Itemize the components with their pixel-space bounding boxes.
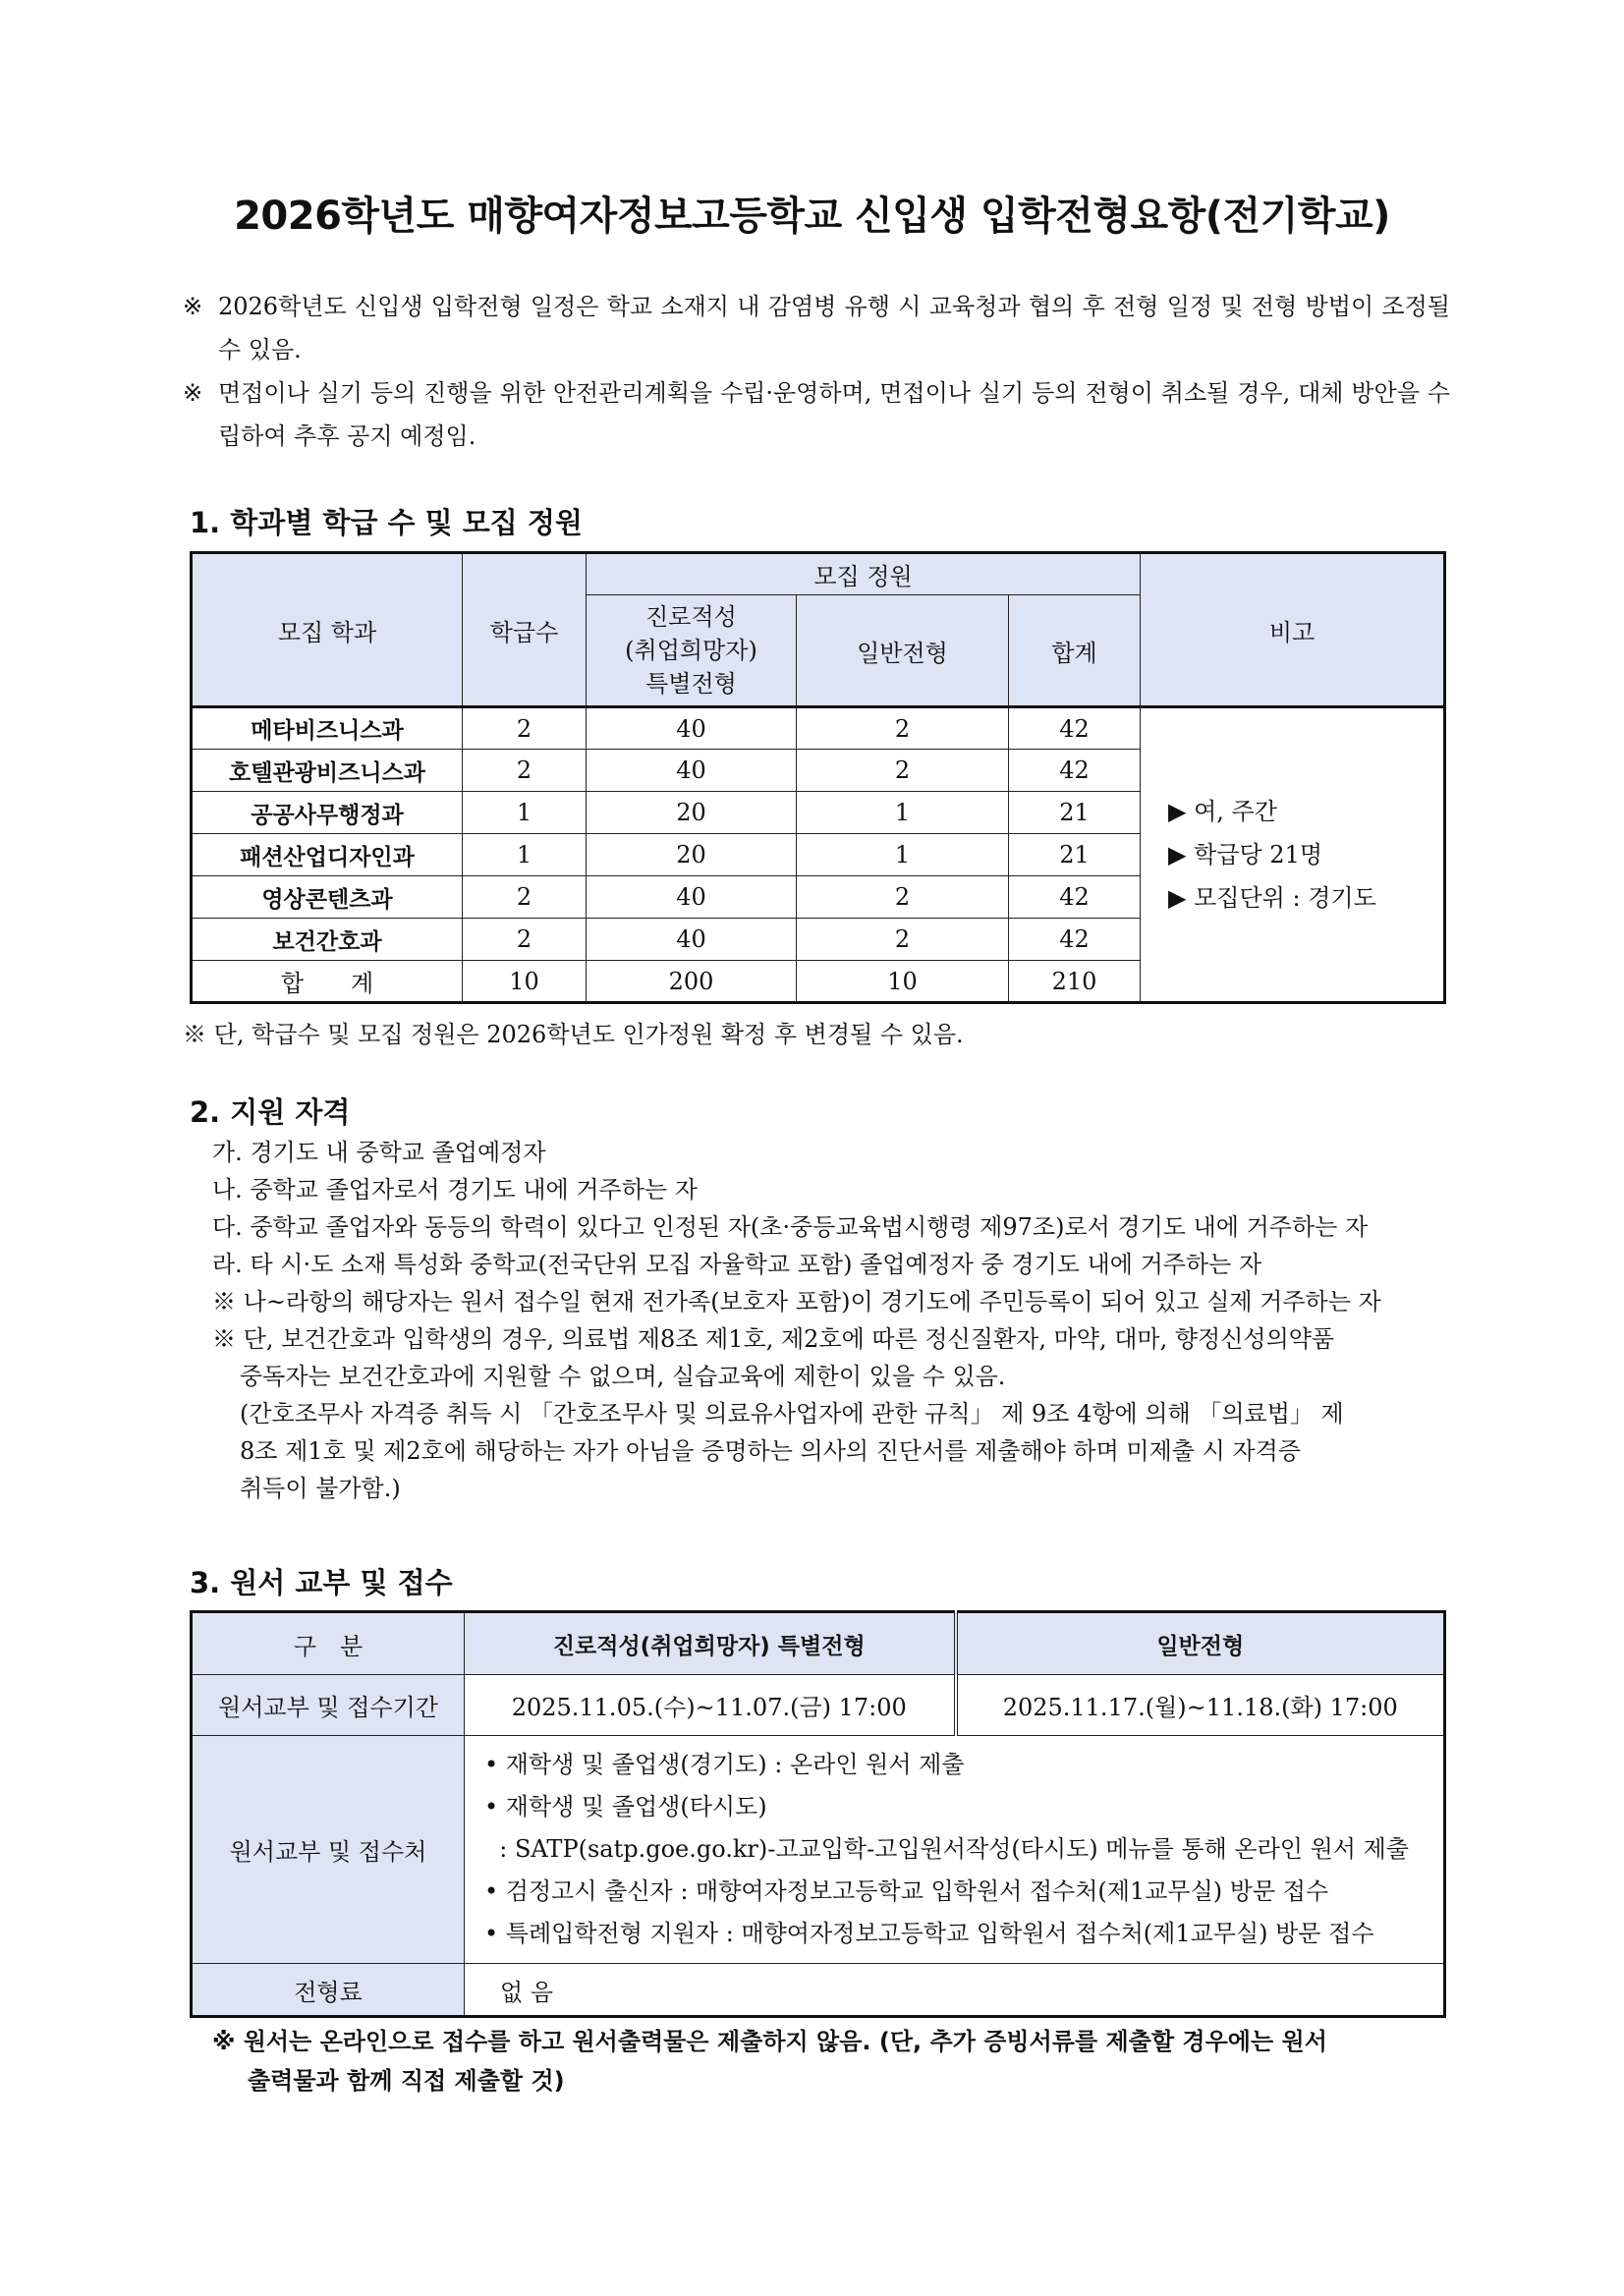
header-general: 일반전형 [797,595,1009,707]
header-special-line: 특별전형 [645,670,737,698]
intro-note-1 [183,285,1450,371]
place-item: • 검정고시 출신자 : 매향여자정보고등학교 입학원서 접수처(제1교무실) 방문 접수 [484,1877,1329,1905]
classes-cell: 2 [463,750,587,792]
total-cell: 21 [1009,834,1141,876]
header-category: 구 분 [192,1612,465,1675]
total-cell: 42 [1009,707,1141,750]
classes-cell: 10 [463,961,587,1003]
list-item: ※ 나~라항의 해당자는 원서 접수일 현재 전가족(보호자 포함)이 경기도에 주민등록이 되어 있고 실제 거주하는 자 [212,1288,1381,1316]
total-cell: 210 [1009,961,1141,1003]
special-cell: 20 [587,834,797,876]
list-item: 라. 타 시·도 소재 특성화 중학교(전국단위 모집 자율학교 포함) 졸업예정자 중 경기도 내에 거주하는 자 [212,1251,1262,1278]
note-text: 2026학년도 신입생 입학전형 일정은 학교 소재지 내 감염병 유행 시 교육청과 협의 후 전형 일정 및 전형 방법이 조정될 수 있음. [218,293,1450,364]
list-item: 취득이 불가함.) [240,1475,401,1502]
remark-cell [1141,707,1445,1003]
footnote-line: ※ 원서는 온라인으로 접수를 하고 원서출력물은 제출하지 않음. (단, 추가 증빙서류를 제출할 경우에는 원서 [212,2028,1327,2055]
general-cell: 2 [797,750,1009,792]
dept-name: 패션산업디자인과 [192,834,463,876]
section3-footnote [212,2022,1327,2100]
header-special-line: (취업희망자) [625,637,757,664]
period-label: 원서교부 및 접수기간 [192,1675,465,1736]
places-cell [465,1736,1445,1964]
note-mark: ※ [183,293,203,320]
period-special: 2025.11.05.(수)~11.07.(금) 17:00 [465,1675,956,1736]
note-text: 면접이나 실기 등의 진행을 위한 안전관리계획을 수립·운영하며, 면접이나 실기 등의 전형이 취소될 경우, 대체 방안을 수립하여 추후 공지 예정임. [218,379,1450,450]
special-cell: 40 [587,707,797,750]
eligibility-list [212,1134,1381,1507]
place-label: 원서교부 및 접수처 [192,1736,465,1964]
special-cell: 40 [587,876,797,919]
general-cell: 2 [797,707,1009,750]
quota-table [190,551,1446,1004]
special-cell: 20 [587,792,797,834]
general-cell: 1 [797,792,1009,834]
classes-cell: 1 [463,792,587,834]
place-item: • 재학생 및 졸업생(타시도) [484,1793,767,1820]
header-quota-group: 모집 정원 [587,553,1141,595]
header-special: 진로적성(취업희망자) 특별전형 [465,1612,956,1675]
total-label: 합 계 [192,961,463,1003]
classes-cell: 2 [463,919,587,961]
general-cell: 10 [797,961,1009,1003]
list-item: 가. 경기도 내 중학교 졸업예정자 [212,1139,546,1166]
list-item: 8조 제1호 및 제2호에 해당하는 자가 아님을 증명하는 의사의 진단서를 제출해야 하며 미제출 시 자격증 [240,1437,1301,1465]
intro-note-2 [183,371,1450,458]
fee-label: 전형료 [192,1964,465,2017]
page-title: 2026학년도 매향여자정보고등학교 신입생 입학전형요항(전기학교) [234,194,1390,239]
table-row [192,707,1445,750]
header-total: 합계 [1009,595,1141,707]
header-remark: 비고 [1141,553,1445,707]
section3-heading: 3. 원서 교부 및 접수 [190,1566,453,1599]
period-general: 2025.11.17.(월)~11.18.(화) 17:00 [956,1675,1445,1736]
place-item: • 재학생 및 졸업생(경기도) : 온라인 원서 제출 [484,1751,965,1778]
classes-cell: 2 [463,876,587,919]
remark-item: ▶ 학급당 21명 [1168,841,1323,868]
note-mark: ※ [183,379,203,407]
header-dept: 모집 학과 [192,553,463,707]
fee-value: 없 음 [465,1964,1445,2017]
list-item: 중독자는 보건간호과에 지원할 수 없으며, 실습교육에 제한이 있을 수 있음. [240,1363,1006,1390]
header-special-line: 진로적성 [645,603,737,631]
total-cell: 21 [1009,792,1141,834]
header-special [587,595,797,707]
special-cell: 40 [587,750,797,792]
general-cell: 2 [797,876,1009,919]
list-item: 다. 중학교 졸업자와 동등의 학력이 있다고 인정된 자(초·중등교육법시행령 제97조)로서 경기도 내에 거주하는 자 [212,1213,1369,1241]
dept-name: 메타비즈니스과 [192,707,463,750]
section2-heading: 2. 지원 자격 [190,1095,351,1129]
general-cell: 1 [797,834,1009,876]
header-general: 일반전형 [956,1612,1445,1675]
special-cell: 40 [587,919,797,961]
list-item: ※ 단, 보건간호과 입학생의 경우, 의료법 제8조 제1호, 제2호에 따른 정신질환자, 마약, 대마, 향정신성의약품 [212,1325,1335,1353]
dept-name: 공공사무행정과 [192,792,463,834]
remark-item: ▶ 여, 주간 [1168,798,1277,825]
footnote-line: 출력물과 함께 직접 제출할 것) [248,2067,565,2095]
list-item: 나. 중학교 졸업자로서 경기도 내에 거주하는 자 [212,1176,698,1204]
section1-heading: 1. 학과별 학급 수 및 모집 정원 [190,506,583,539]
dept-name: 영상콘텐츠과 [192,876,463,919]
list-item: (간호조무사 자격증 취득 시 「간호조무사 및 의료유사업자에 관한 규칙」 제 9조 4항에 의해 「의료법」 제 [240,1400,1344,1428]
section1-note: ※ 단, 학급수 및 모집 정원은 2026학년도 인가정원 확정 후 변경될 수 있음. [183,1021,964,1048]
total-cell: 42 [1009,750,1141,792]
place-item: : SATP(satp.goe.go.kr)-고교입학-고입원서작성(타시도) 메뉴를 통해 온라인 원서 제출 [484,1835,1409,1863]
general-cell: 2 [797,919,1009,961]
dept-name: 호텔관광비즈니스과 [192,750,463,792]
total-cell: 42 [1009,919,1141,961]
classes-cell: 1 [463,834,587,876]
header-classes: 학급수 [463,553,587,707]
place-item: • 특례입학전형 지원자 : 매향여자정보고등학교 입학원서 접수처(제1교무실) 방문 접수 [484,1920,1374,1947]
special-cell: 200 [587,961,797,1003]
application-table [190,1610,1446,2018]
total-cell: 42 [1009,876,1141,919]
classes-cell: 2 [463,707,587,750]
remark-item: ▶ 모집단위 : 경기도 [1168,884,1376,912]
dept-name: 보건간호과 [192,919,463,961]
